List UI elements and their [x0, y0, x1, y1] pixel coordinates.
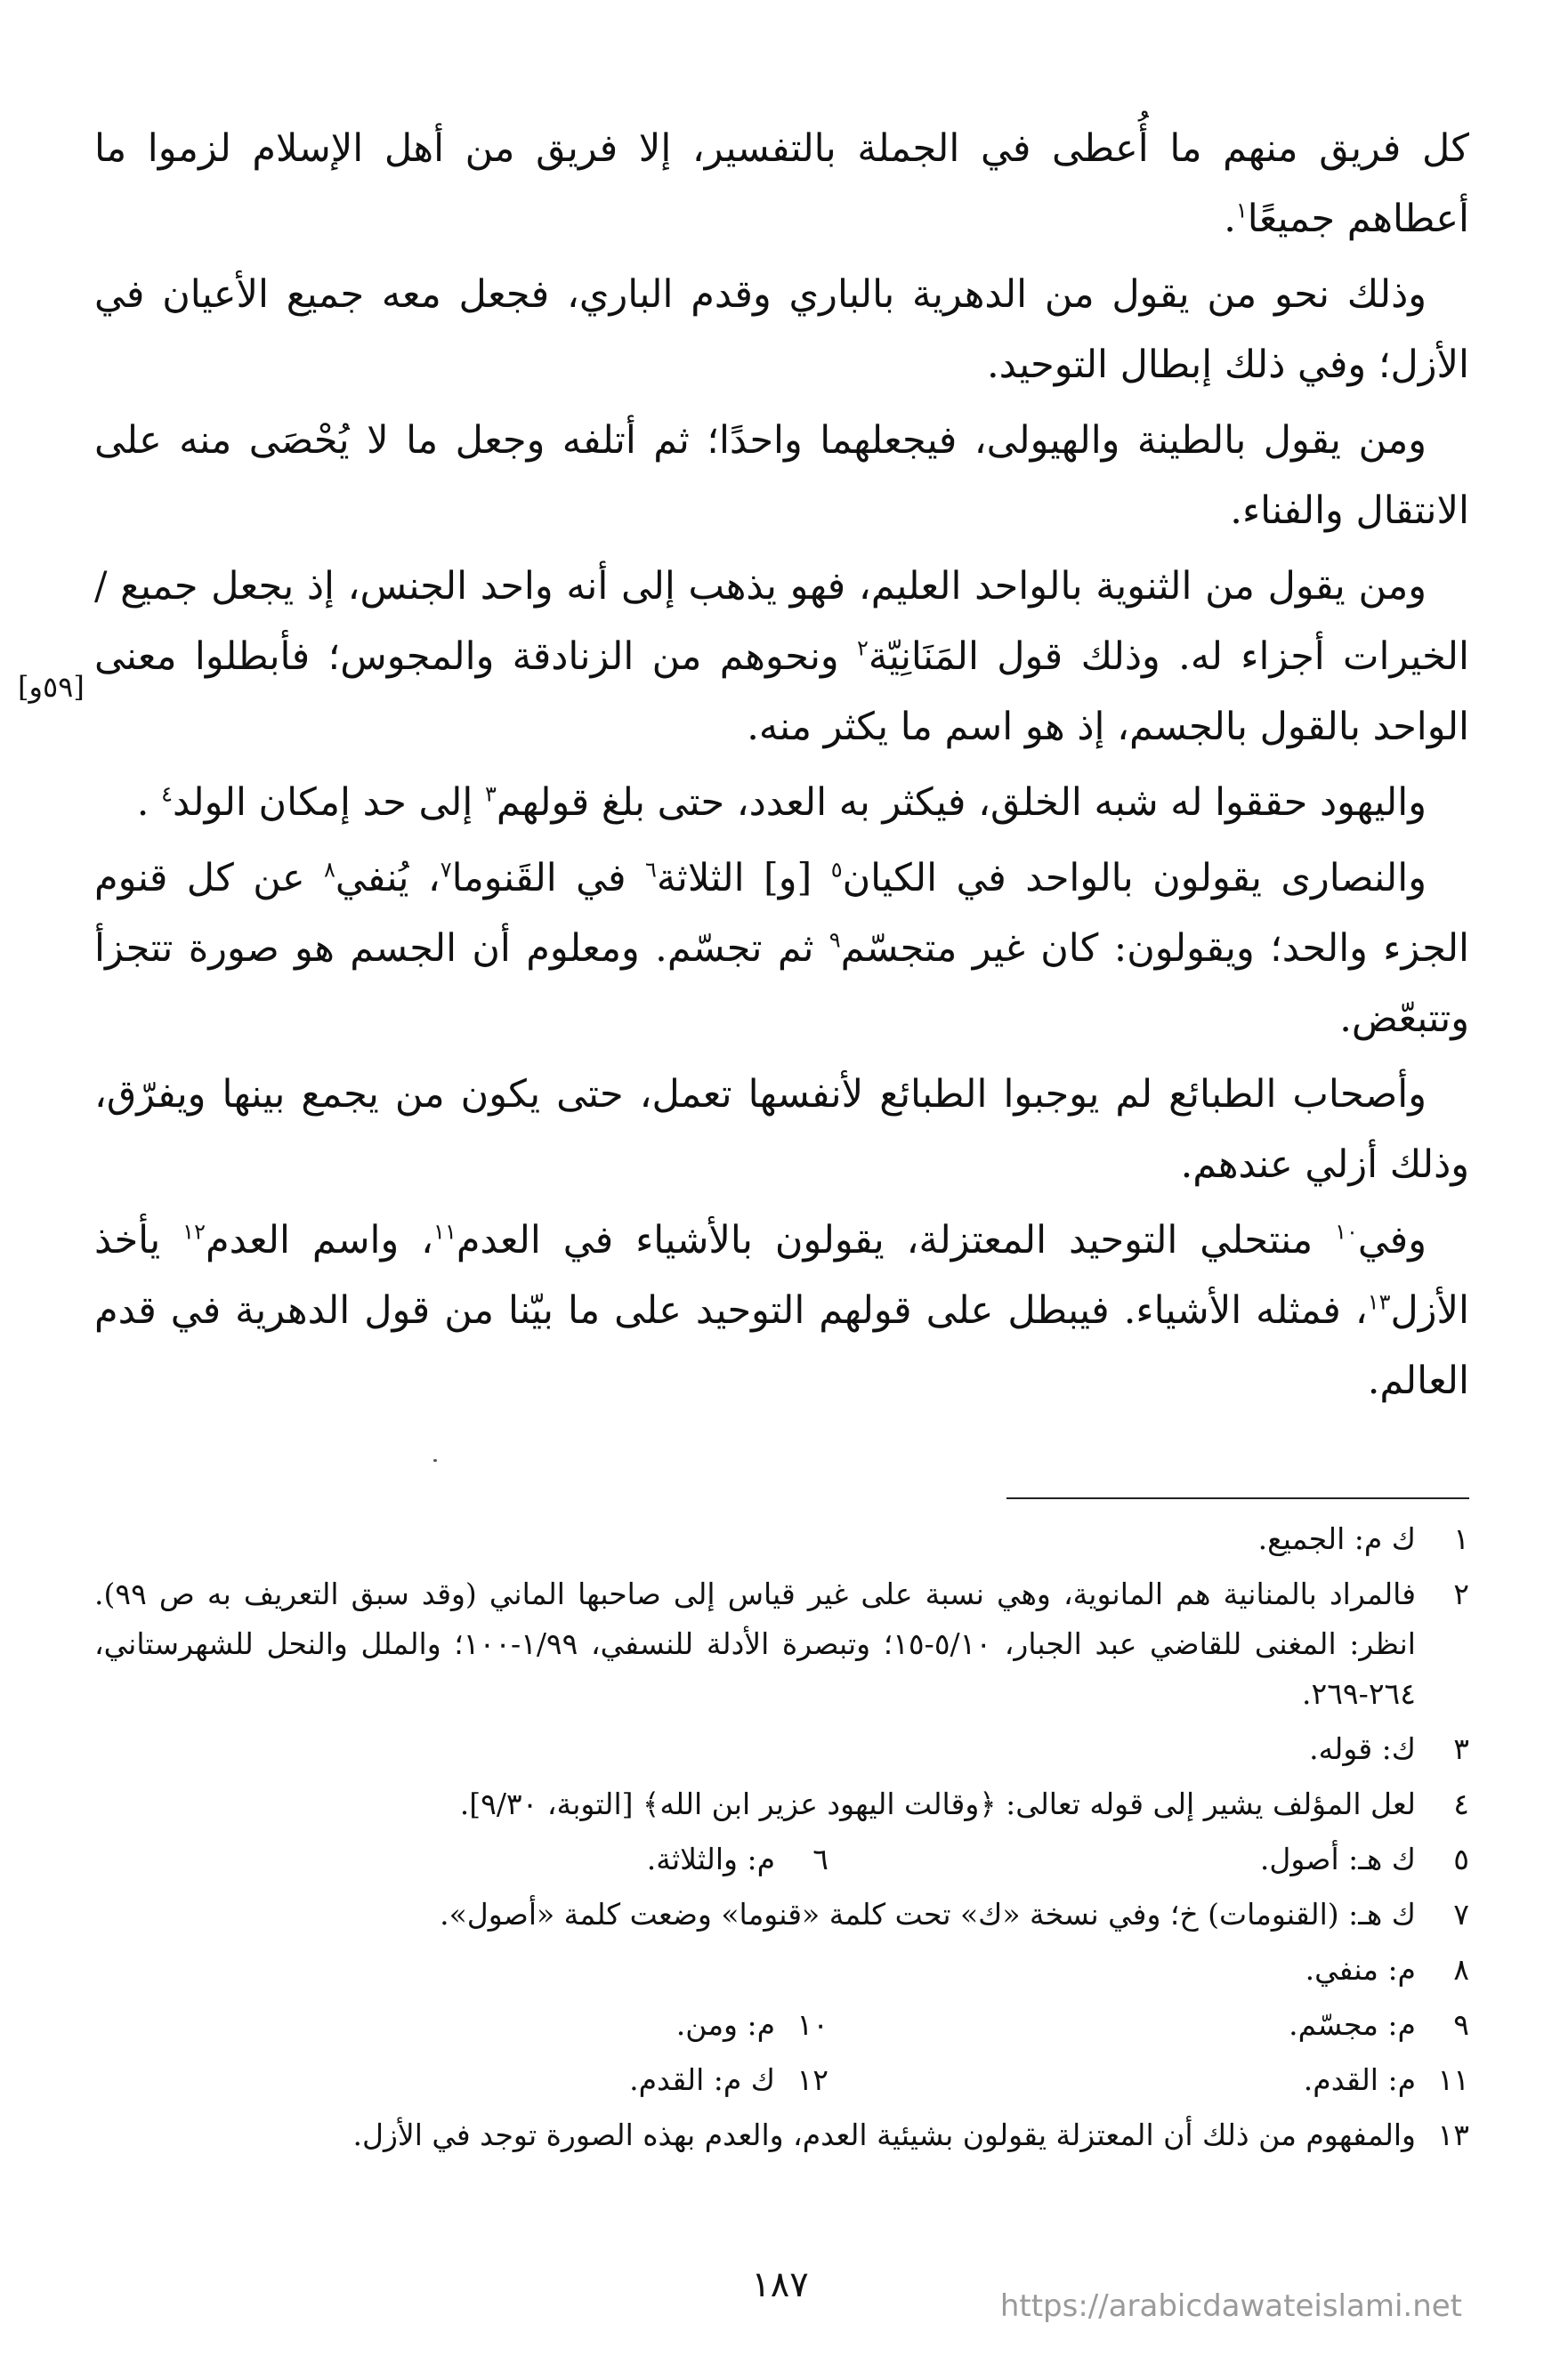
watermark-url: https://arabicdawateislami.net	[999, 2288, 1462, 2324]
footnote-ref-7[interactable]: ٧	[440, 857, 452, 883]
paragraph-1: كل فريق منهم ما أُعطى في الجملة بالتفسير، إلا فريق من أهل الإسلام لزموا ما أعطاهم جميعًا$^١$.	[94, 126, 1469, 241]
paragraph-7: وأصحاب الطبائع لم يوجبوا الطبائع لأنفسها تعمل، حتى يكون من يجمع بينها ويفرّق، وذلك أزلي عندهم.	[94, 1072, 1469, 1187]
footnote-ref-10[interactable]: ١٠	[1335, 1219, 1358, 1245]
manuscript-folio-marker: [٥٩و]	[18, 670, 85, 704]
footnote-row-11-12	[94, 2055, 1469, 2105]
footnote-ref-1[interactable]: ١	[1235, 198, 1248, 223]
footnote-ref-3[interactable]: ٣	[485, 781, 497, 807]
footnote-7: ٧ ك هـ: (القنومات) خ؛ وفي نسخة «ك» تحت كلمة «قنوما» وضعت كلمة «أصول».	[440, 1897, 1469, 1932]
paragraph-5: واليهود حققوا له شبه الخلق، فيكثر به العدد، حتى بلغ قولهم$^٣$ إلى حد إمكان الولد$^٤$ .	[136, 780, 1427, 825]
footnote-2: ٢ فالمراد بالمنانية هم المانوية، وهي نسبة على غير قياس إلى صاحبها الماني (وقد سبق التعريف به ص ٩٩). انظر: المغنى للقاضي عبد الجبار، ٥/١٠-١٥؛ وتبصرة الأدلة للنسفي، ١/٩٩-١٠٠؛ والملل والنحل للشهرستاني، ٢٦٤-٢٦٩.	[94, 1577, 1469, 1711]
footnote-13: ١٣ والمفهوم من ذلك أن المعتزلة يقولون بشيئية العدم، والعدم بهذه الصورة توجد في الأزل.	[352, 2118, 1469, 2152]
footnote-11: ١١ م: القدم.	[1303, 2062, 1469, 2097]
paragraph-4: ومن يقول من الثنوية بالواحد العليم، فهو يذهب إلى أنه واحد الجنس، إذ يجعل جميع / الخيرات أجزاء له. وذلك قول المَنَانِيّة$^٢$ ونحوهم من الزنادقة والمجوس؛ فأبطلوا معنى الواحد بالقول بالجسم، إذ هو اسم ما يكثر منه.	[94, 564, 1469, 749]
footnote-row-9-10	[94, 2000, 1469, 2050]
footnote-6: ٦ م: والثلاثة.	[646, 1842, 828, 1876]
paragraph-2: وذلك نحو من يقول من الدهرية بالباري وقدم الباري، فجعل معه جميع الأعيان في الأزل؛ وفي ذلك إبطال التوحيد.	[94, 272, 1469, 387]
footnote-ref-8[interactable]: ٨	[324, 857, 335, 883]
footnote-ref-2[interactable]: ٢	[857, 635, 869, 661]
footnote-separator	[1006, 1497, 1469, 1499]
paragraph-8: وفي$^{١٠}$ منتحلي التوحيد المعتزلة، يقولون بالأشياء في العدم$^{١١}$، واسم العدم$^{١٢}$ يأخذ الأزل$^{١٣}$، فمثله الأشياء. فيبطل على قولهم التوحيد على ما بيّنا من قول الدهرية في قدم العالم.	[94, 1218, 1469, 1403]
footnote-ref-4[interactable]: ٤	[161, 781, 173, 807]
footnote-12: ١٢ ك م: القدم.	[629, 2062, 828, 2097]
footnote-8: ٨ م: منفي.	[1305, 1952, 1469, 1987]
footnote-9: ٩ م: مجسّم.	[1289, 2007, 1469, 2042]
footnote-row-5-6	[94, 1835, 1469, 1884]
footnote-ref-12[interactable]: ١٢	[182, 1219, 206, 1245]
page-number: ١٨٧	[751, 2264, 809, 2305]
footnote-ref-9[interactable]: ٩	[828, 927, 841, 953]
footnote-ref-5[interactable]: ٥	[830, 857, 843, 883]
footnote-10: ١٠ م: ومن.	[675, 2007, 828, 2042]
footnote-4: ٤ لعل المؤلف يشير إلى قوله تعالى: ﴿وقالت اليهود عزير ابن الله﴾ [التوبة، ٩/٣٠].	[459, 1787, 1469, 1821]
paragraph-6: والنصارى يقولون بالواحد في الكيان$^٥$ [و] الثلاثة$^٦$ في القَنوما$^٧$، يُنفي$^٨$ عن كل قنوم الجزء والحد؛ ويقولون: كان غير متجسّم$^٩$ ثم تجسّم. ومعلوم أن الجسم هو صورة تتجزأ وتتبعّض.	[94, 856, 1469, 1041]
footnote-1: ١ ك م: الجميع.	[1257, 1521, 1469, 1556]
footnote-5: ٥ ك هـ: أصول.	[1259, 1842, 1469, 1876]
footnote-ref-11[interactable]: ١١	[433, 1219, 457, 1245]
main-text	[94, 114, 1469, 1422]
footnote-ref-13[interactable]: ١٣	[1367, 1289, 1391, 1315]
scan-speck	[433, 1459, 437, 1462]
footnote-3: ٣ ك: قوله.	[1309, 1731, 1469, 1766]
footnotes	[94, 1514, 1469, 2166]
paragraph-3: ومن يقول بالطينة والهيولى، فيجعلهما واحدًا؛ ثم أتلفه وجعل ما لا يُحْصَى منه على الانتقال والفناء.	[94, 418, 1469, 533]
footnote-ref-6[interactable]: ٦	[644, 857, 657, 883]
